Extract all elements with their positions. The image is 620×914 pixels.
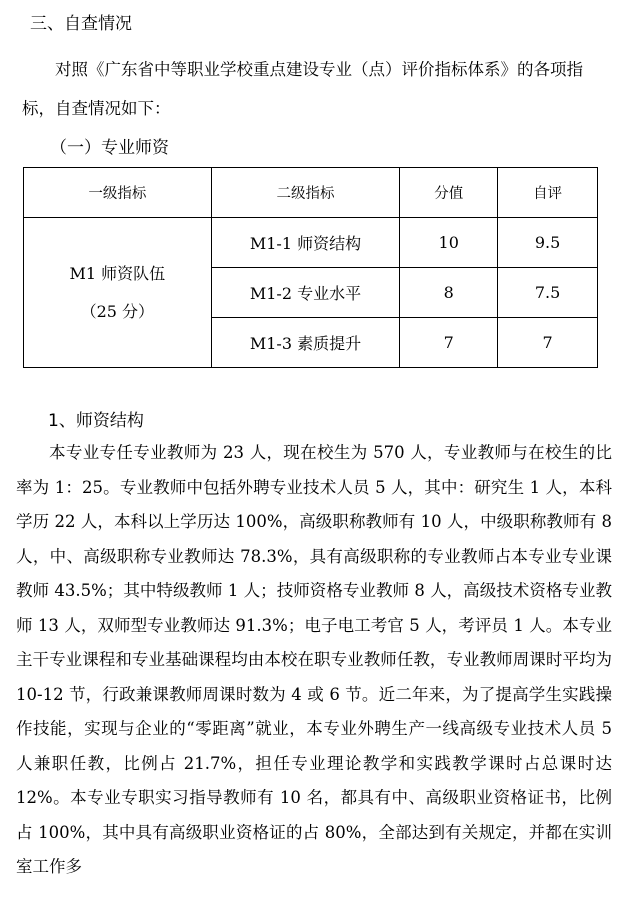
subsection-title: （一）专业师资 — [50, 138, 169, 158]
score-cell: 10 — [400, 218, 498, 268]
subitem-cell: M1-1 师资结构 — [211, 218, 400, 268]
table-row — [24, 218, 598, 268]
self-eval-cell: 7.5 — [498, 268, 598, 318]
self-eval-cell: 9.5 — [498, 218, 598, 268]
header-score: 分值 — [400, 168, 498, 218]
category-score: （25 分） — [80, 301, 155, 321]
subitem-cell: M1-3 素质提升 — [211, 318, 400, 368]
intro-paragraph: 对照《广东省中等职业学校重点建设专业（点）评价指标体系》的各项指标，自查情况如下： — [22, 60, 583, 118]
category-name: M1 师资队伍 — [69, 263, 166, 283]
category-cell — [24, 218, 212, 368]
body-paragraph: 本专业专任专业教师为 23 人，现在校生为 570 人，专业教师与在校生的比率为 1：25。专业教师中包括外聘专业技术人员 5 人，其中：研究生 1 人，本科学历 22 人，本科以上学历达 100%，高级职称教师有 10 人，中级职称教师有 8 人，中、高级职称专业教师达 78.3%，具有高级职称的专业教师占本专业专业课教师 43.5%；其中特级教师 1 人；技师资格专业教师 8 人，高级技术资格专业教师 13 人，双师型专业教师达 91.3%；电子电工考官 5 人，考评员 1 人。本专业主干专业课程和专业基础课程均由本校在职专业教师任教，专业教师周课时平均为 10-12 节，行政兼课教师周课时数为 4 或 6 节。近二年来，为了提高学生实践操作技能，实现与企业的“零距离”就业，本专业外聘生产一线高级专业技术人员 5 人兼职任教，比例占 21.7%，担任专业理论教学和实践教学课时占总课时达 12%。本专业专职实习指导教师有 10 名，都具有中、高级职业资格证书，比例占 100%，其中具有高级职业资格证的占 80%，全部达到有关规定，并都在实训室工作多 — [16, 443, 612, 876]
section-title: 三、自查情况 — [30, 14, 132, 34]
evaluation-table — [23, 167, 598, 368]
score-cell: 7 — [400, 318, 498, 368]
self-eval-cell: 7 — [498, 318, 598, 368]
subitem-cell: M1-2 专业水平 — [211, 268, 400, 318]
header-level1: 一级指标 — [24, 168, 212, 218]
heading-teacher-structure: 1、师资结构 — [48, 411, 144, 431]
score-cell: 8 — [400, 268, 498, 318]
header-self-eval: 自评 — [498, 168, 598, 218]
header-level2: 二级指标 — [211, 168, 400, 218]
table-header-row — [24, 168, 598, 218]
